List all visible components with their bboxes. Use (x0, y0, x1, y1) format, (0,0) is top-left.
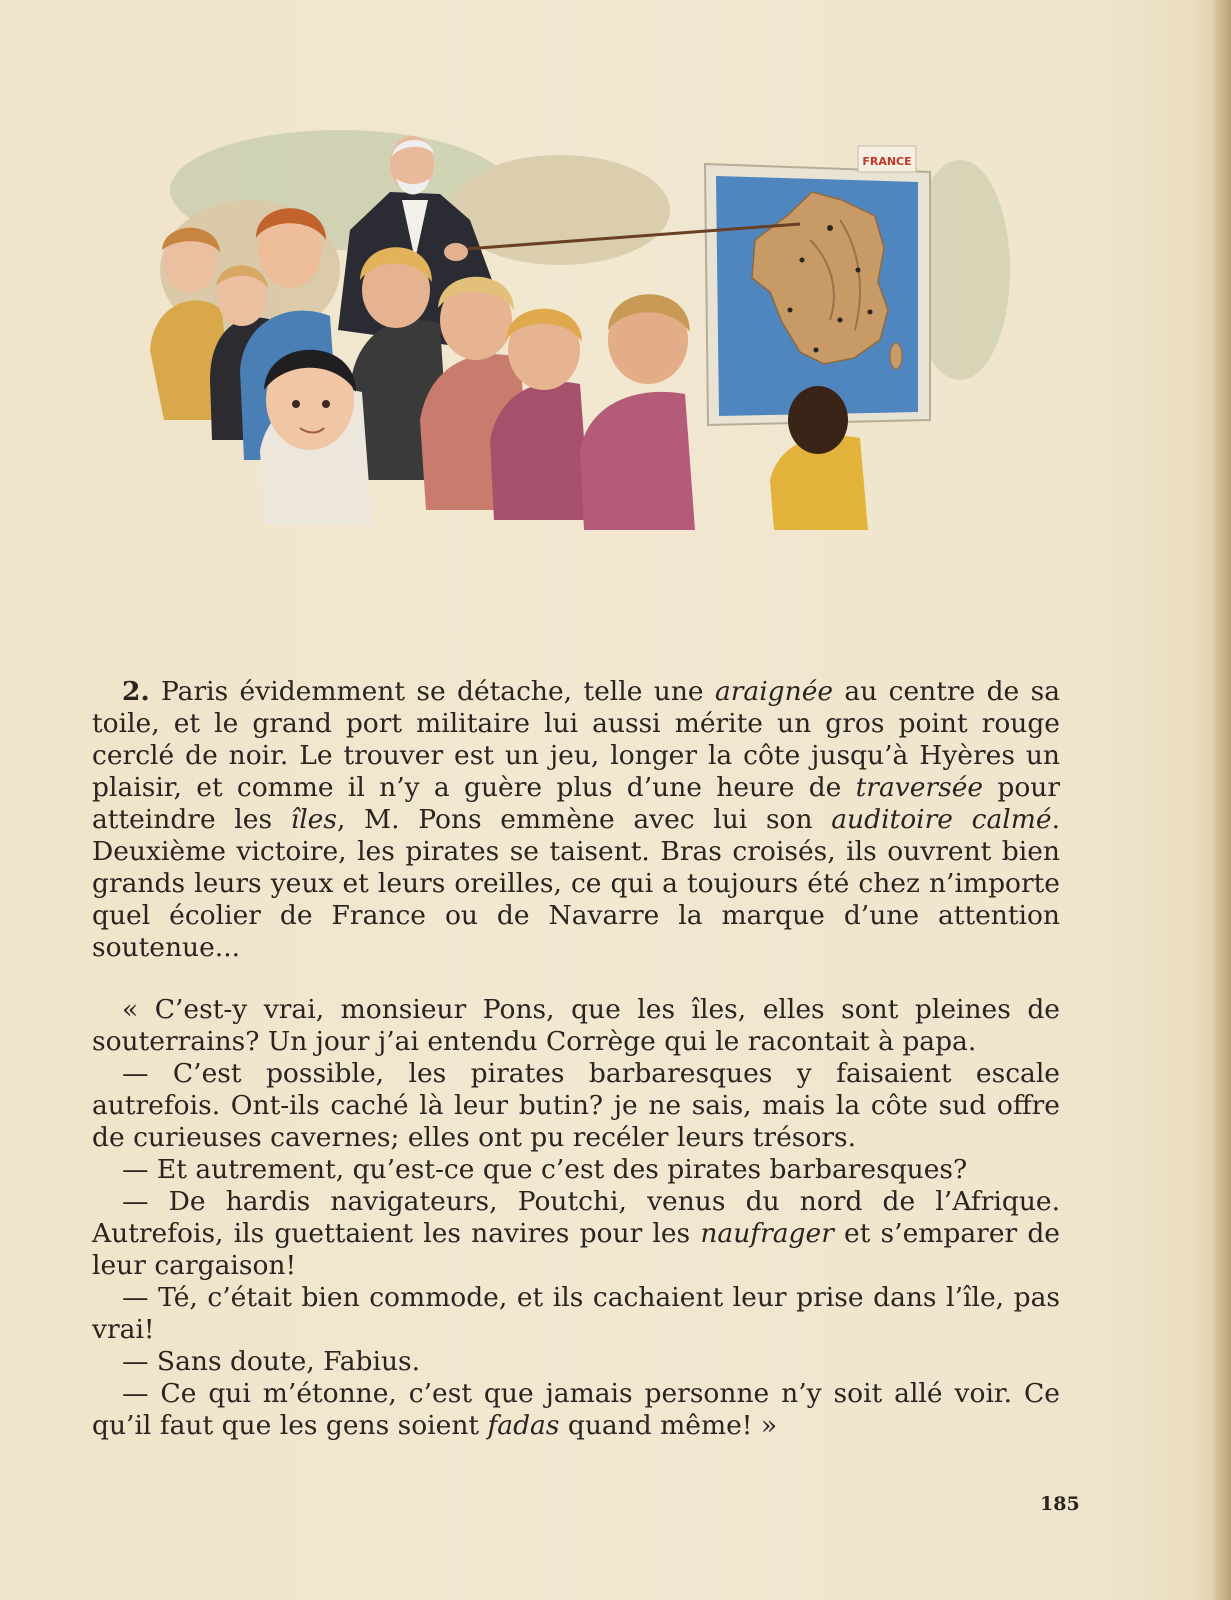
dialogue-line: — C’est possible, les pirates barbaresques y faisaient escale autrefois. Ont-ils caché là leur butin? je ne sais, mais la côte sud offre de curieuses cavernes; elles ont pu recéler leurs trésors. (92, 1058, 1060, 1153)
dialogue-line: « C’est-y vrai, monsieur Pons, que les îles, elles sont pleines de souterrains? Un jour j’ai entendu Corrège qui le racontait à papa. (92, 994, 1060, 1057)
vocab-word: naufrager (700, 1218, 834, 1249)
corsica-shape (890, 343, 902, 369)
page-edge (1213, 0, 1231, 1600)
page-number: 185 (1040, 1493, 1080, 1515)
dialogue-line: — Et autrement, qu’est-ce que c’est des pirates barbaresques? (122, 1154, 968, 1185)
paragraph-2: 2. Paris évidemment se détache, telle une araignée au centre de sa toile, et le grand port militaire lui aussi mérite un gros point rouge cerclé de noir. Le trouver est un jeu, longer la côte jusqu’à Hyères un plaisir, et comme il n’y a guère plus d’une heure de traversée pour atteindre les îles, M. Pons emmène avec lui son auditoire calmé. Deuxième victoire, les pirates se taisent. Bras croisés, ils ouvrent bien grands leurs yeux et leurs oreilles, ce qui a toujours été chez n’importe quel écolier de France ou de Navarre la marque d’une attention soutenue... (92, 676, 1061, 963)
classroom-illustration (140, 120, 1020, 545)
vocab-word: araignée (714, 676, 834, 707)
vocab-word: fadas (487, 1410, 560, 1441)
dialogue-line: — Ce qui m’étonne, c’est que jamais personne n’y soit allé voir. Ce qu’il faut que les gens soient fadas quand même! » (92, 1378, 1060, 1441)
dialogue-line: — Sans doute, Fabius. (122, 1346, 421, 1377)
vocab-word: îles (290, 804, 337, 835)
vocab-word: auditoire calmé (831, 804, 1052, 835)
paragraph-number: 2. (122, 676, 150, 707)
vocab-word: traversée (855, 772, 984, 803)
dialogue-line: — De hardis navigateurs, Poutchi, venus du nord de l’Afrique. Autrefois, ils guettaient les navires pour les naufrager et s’emparer de leur cargaison! (92, 1186, 1060, 1281)
dialogue-line: — Té, c’était bien commode, et ils cachaient leur prise dans l’île, pas vrai! (92, 1282, 1060, 1345)
text-block (92, 676, 1060, 1442)
map-label: FRANCE (862, 155, 912, 168)
map-board (705, 146, 930, 425)
